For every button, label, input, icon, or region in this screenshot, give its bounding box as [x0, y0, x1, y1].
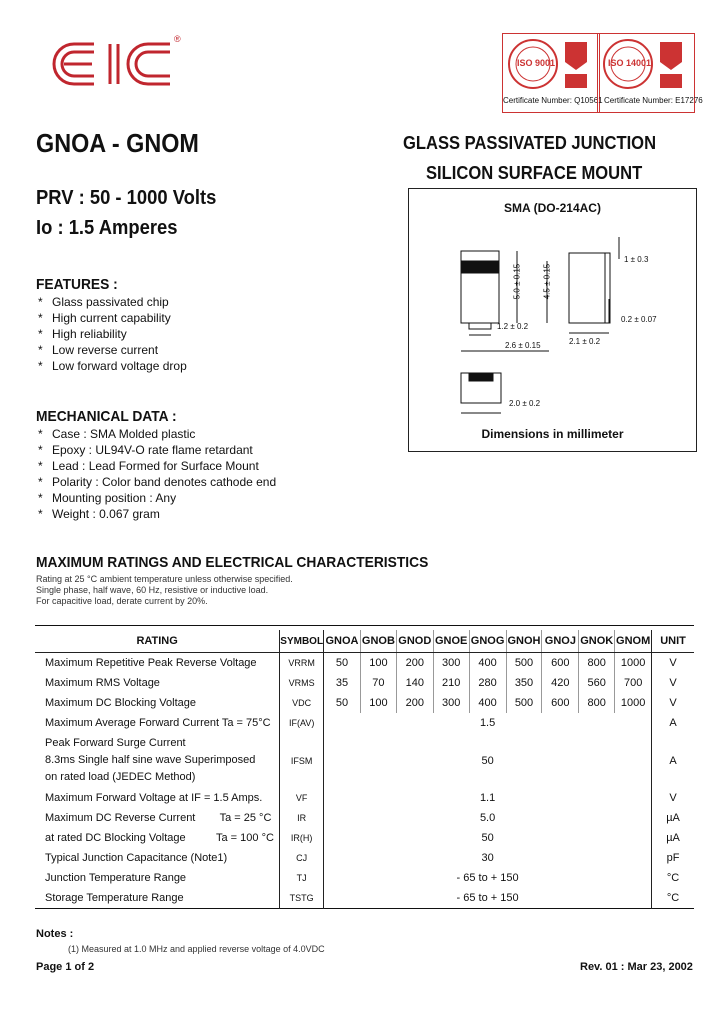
- ratings-notes: [36, 574, 293, 607]
- part-title: GNOA - GNOM: [36, 128, 199, 158]
- table-cell: Maximum Forward Voltage at IF = 1.5 Amps.: [45, 792, 263, 804]
- table-cell: 1000: [615, 653, 652, 674]
- table-cell: 1.1: [324, 788, 652, 808]
- mechanical-list: [38, 426, 276, 522]
- col-gnoj: GNOJ: [542, 630, 579, 653]
- table-cell: A: [652, 733, 694, 788]
- ratings-heading: MAXIMUM RATINGS AND ELECTRICAL CHARACTERISTICS: [36, 554, 429, 571]
- table-cell: 50: [324, 653, 361, 674]
- dim-7: 0.2 ± 0.07: [621, 315, 657, 324]
- table-cell: - 65 to + 150: [324, 888, 652, 909]
- table-cell: Maximum RMS Voltage: [45, 677, 160, 689]
- note-1: (1) Measured at 1.0 MHz and applied reverse voltage of 4.0VDC: [68, 944, 325, 954]
- table-cell: µA: [652, 808, 694, 828]
- table-cell: TJ: [280, 868, 324, 888]
- col-gnod: GNOD: [396, 630, 433, 653]
- table-cell: 50: [324, 693, 361, 713]
- table-cell: 300: [433, 653, 469, 674]
- table-cell: 400: [469, 693, 506, 713]
- cert-number-1: Certificate Number: Q10561: [503, 96, 603, 105]
- col-gnoe: GNOE: [433, 630, 469, 653]
- notes-heading: Notes :: [36, 928, 74, 940]
- table-cell: IR: [280, 808, 324, 828]
- table-cell: CJ: [280, 848, 324, 868]
- table-row: [35, 788, 694, 808]
- io-spec: Io : 1.5 Amperes: [36, 217, 178, 239]
- table-cell: 350: [506, 673, 542, 693]
- table-cell: TSTG: [280, 888, 324, 909]
- table-cell: 30: [324, 848, 652, 868]
- table-row: [35, 673, 694, 693]
- desc-line-1: GLASS PASSIVATED JUNCTION: [403, 133, 657, 153]
- table-cell: 420: [542, 673, 579, 693]
- table-cell: 500: [506, 693, 542, 713]
- table-cell: V: [652, 653, 694, 674]
- table-cell: 1000: [615, 693, 652, 713]
- col-unit: UNIT: [652, 630, 694, 653]
- table-row: [35, 868, 694, 888]
- dim-6: 2.1 ± 0.2: [569, 337, 601, 346]
- dim-4: 1.2 ± 0.2: [497, 322, 529, 331]
- col-gnob: GNOB: [360, 630, 396, 653]
- col-symbol: SYMBOL: [280, 630, 324, 653]
- table-row: [35, 653, 694, 674]
- table-cell: IFSM: [280, 733, 324, 788]
- table-row: [35, 808, 694, 828]
- col-gnom: GNOM: [615, 630, 652, 653]
- page-number: Page 1 of 2: [36, 961, 95, 973]
- table-row: [35, 693, 694, 713]
- table-cell: Storage Temperature Range: [45, 892, 184, 904]
- eic-logo: [52, 34, 182, 90]
- table-cell: Maximum Average Forward Current Ta = 75°C: [45, 717, 271, 729]
- table-cell: 300: [433, 693, 469, 713]
- table-cell: V: [652, 693, 694, 713]
- table-cell: VF: [280, 788, 324, 808]
- table-cell: 200: [396, 693, 433, 713]
- iso-14001-text: ISO 14001: [608, 58, 652, 68]
- list-item: * High reliability: [38, 327, 127, 341]
- table-top-rule: [35, 625, 694, 626]
- table-row: [35, 848, 694, 868]
- table-cell: Junction Temperature Range: [45, 872, 187, 884]
- list-item: * Low reverse current: [38, 343, 159, 357]
- table-cell: °C: [652, 888, 694, 909]
- package-caption: Dimensions in millimeter: [481, 427, 624, 441]
- table-row: [35, 888, 694, 909]
- table-cell: 50: [324, 828, 652, 848]
- table-cell: Maximum DC Reverse Current Ta = 25 °C: [45, 812, 272, 824]
- table-cell: 1.5: [324, 713, 652, 733]
- list-item: * High current capability: [38, 311, 171, 325]
- table-row: [35, 713, 694, 733]
- table-row: [35, 733, 694, 788]
- table-cell: 50: [324, 733, 652, 788]
- list-item: * Weight : 0.067 gram: [38, 507, 160, 521]
- note-line: For capacitive load, derate current by 20%.: [36, 596, 208, 606]
- ratings-table: [35, 630, 694, 909]
- table-cell: Maximum Repetitive Peak Reverse Voltage: [45, 657, 257, 669]
- col-gnoa: GNOA: [324, 630, 361, 653]
- revision: Rev. 01 : Mar 23, 2002: [580, 961, 693, 973]
- registered-mark: ®: [174, 34, 181, 44]
- table-header-row: [35, 630, 694, 653]
- table-cell: 35: [324, 673, 361, 693]
- table-cell: 600: [542, 653, 579, 674]
- table-cell: µA: [652, 828, 694, 848]
- col-gnok: GNOK: [579, 630, 615, 653]
- table-cell: VRRM: [280, 653, 324, 674]
- list-item: * Mounting position : Any: [38, 491, 177, 505]
- dim-3: 4.5 ± 0.15: [542, 263, 552, 300]
- package-drawing: [408, 188, 697, 452]
- table-cell: 100: [360, 693, 396, 713]
- table-cell: IF(AV): [280, 713, 324, 733]
- features-heading: FEATURES :: [36, 276, 118, 293]
- table-cell: 280: [469, 673, 506, 693]
- table-cell: 400: [469, 653, 506, 674]
- table-cell: A: [652, 713, 694, 733]
- table-row: [35, 828, 694, 848]
- table-cell: Typical Junction Capacitance (Note1): [45, 852, 228, 864]
- table-cell: 70: [360, 673, 396, 693]
- col-gnog: GNOG: [469, 630, 506, 653]
- prv-spec: PRV : 50 - 1000 Volts: [36, 187, 217, 209]
- desc-line-2: SILICON SURFACE MOUNT: [426, 163, 643, 183]
- table-cell: pF: [652, 848, 694, 868]
- list-item: * Lead : Lead Formed for Surface Mount: [38, 459, 259, 473]
- table-cell: - 65 to + 150: [324, 868, 652, 888]
- dim-8: 2.0 ± 0.2: [509, 399, 541, 408]
- mechanical-heading: MECHANICAL DATA :: [36, 408, 177, 425]
- table-cell: Maximum DC Blocking Voltage: [45, 697, 197, 709]
- table-cell: VRMS: [280, 673, 324, 693]
- note-line: Single phase, half wave, 60 Hz, resistive or inductive load.: [36, 585, 269, 595]
- table-cell: at rated DC Blocking Voltage Ta = 100 °C: [45, 832, 274, 844]
- table-cell: Peak Forward Surge Current 8.3ms Single half sine wave Superimposed on rated load (JEDEC Method): [45, 737, 256, 783]
- table-cell: 140: [396, 673, 433, 693]
- table-cell: 560: [579, 673, 615, 693]
- note-line: Rating at 25 °C ambient temperature unless otherwise specified.: [36, 574, 293, 584]
- list-item: * Epoxy : UL94V-O rate flame retardant: [38, 443, 253, 457]
- table-cell: 100: [360, 653, 396, 674]
- table-cell: 5.0: [324, 808, 652, 828]
- table-cell: 500: [506, 653, 542, 674]
- col-gnoh: GNOH: [506, 630, 542, 653]
- table-cell: VDC: [280, 693, 324, 713]
- cert-number-2: Certificate Number: E17276: [604, 96, 703, 105]
- dim-5: 2.6 ± 0.15: [505, 341, 541, 350]
- list-item: * Low forward voltage drop: [38, 359, 187, 373]
- table-cell: 700: [615, 673, 652, 693]
- table-cell: 200: [396, 653, 433, 674]
- table-cell: 600: [542, 693, 579, 713]
- list-item: * Case : SMA Molded plastic: [38, 427, 196, 441]
- table-cell: IR(H): [280, 828, 324, 848]
- table-cell: V: [652, 673, 694, 693]
- table-cell: °C: [652, 868, 694, 888]
- table-cell: 800: [579, 693, 615, 713]
- iso-9001-text: ISO 9001: [517, 58, 556, 68]
- dim-2: 5.0 ± 0.15: [512, 263, 522, 300]
- table-cell: 210: [433, 673, 469, 693]
- col-rating: RATING: [35, 630, 280, 653]
- list-item: * Glass passivated chip: [38, 295, 169, 309]
- dim-1: 1 ± 0.3: [624, 255, 649, 264]
- package-title: SMA (DO-214AC): [504, 201, 601, 215]
- table-cell: V: [652, 788, 694, 808]
- list-item: * Polarity : Color band denotes cathode end: [38, 475, 277, 489]
- features-list: [38, 294, 187, 374]
- table-cell: 800: [579, 653, 615, 674]
